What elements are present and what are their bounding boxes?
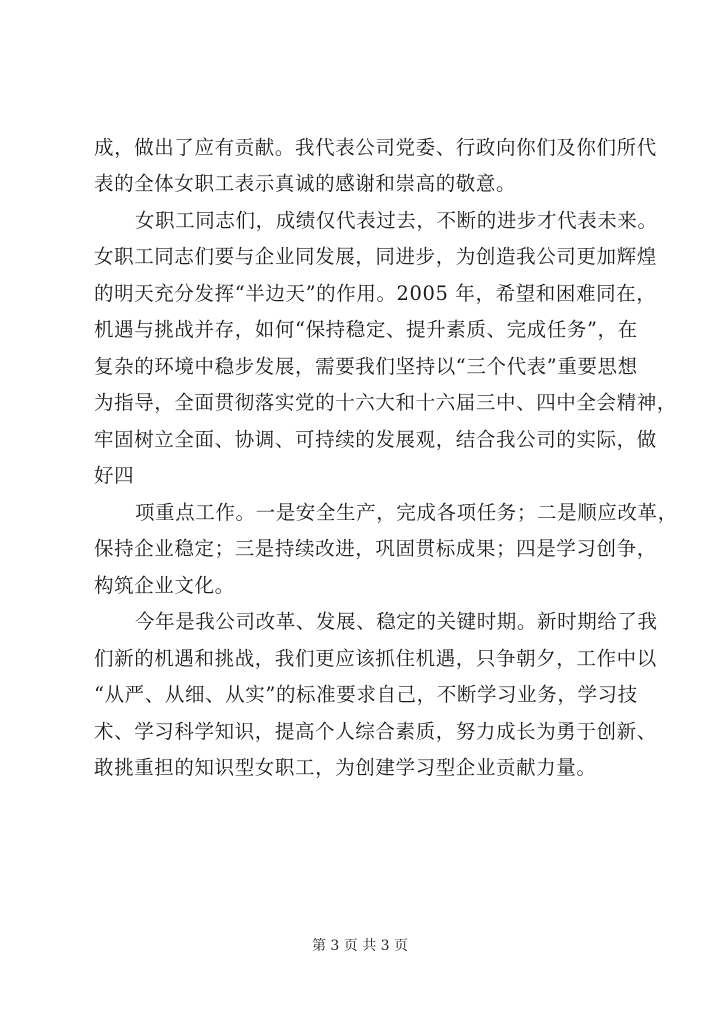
text-line: 女职工同志们，成绩仅代表过去，不断的进步才代表未来。	[135, 209, 658, 232]
page-number: 第 3 页 共 3 页	[311, 938, 409, 954]
text-line: 牢固树立全面、协调、可持续的发展观，结合我公司的实际，做	[94, 428, 657, 451]
text-line: 成，做出了应有贡献。我代表公司党委、行政向你们及你们所代	[94, 136, 657, 159]
text-line: 复杂的环境中稳步发展，需要我们坚持以“三个代表”重要思想	[94, 355, 638, 378]
text-line: 为指导，全面贯彻落实党的十六大和十六届三中、四中全会精神，	[94, 391, 677, 414]
text-line: 敢挑重担的知识型女职工，为创建学习型企业贡献力量。	[94, 756, 597, 779]
text-line: 女职工同志们要与企业同发展，同进步，为创造我公司更加辉煌	[94, 245, 657, 268]
text-line: 构筑企业文化。	[94, 574, 235, 597]
text-line: 机遇与挑战并存，如何“保持稳定、提升素质、完成任务”，在	[94, 318, 638, 341]
text-line: 今年是我公司改革、发展、稳定的关键时期。新时期给了我	[135, 610, 658, 633]
text-line: 表的全体女职工表示真诚的感谢和崇高的敬意。	[94, 172, 517, 195]
text-line: 保持企业稳定；三是持续改进，巩固贯标成果；四是学习创争，	[94, 537, 657, 560]
text-line: 的明天充分发挥“半边天”的作用。2005 年，希望和困难同在，	[94, 282, 657, 305]
text-line: 好四	[94, 464, 135, 487]
text-line: 术、学习科学知识，提高个人综合素质，努力成长为勇于创新、	[94, 720, 657, 743]
text-line: “从严、从细、从实”的标准要求自己，不断学习业务，学习技	[94, 683, 638, 706]
text-line: 项重点工作。一是安全生产，完成各项任务；二是顺应改革，	[135, 501, 678, 524]
text-line: 们新的机遇和挑战，我们更应该抓住机遇，只争朝夕，工作中以	[94, 647, 657, 670]
